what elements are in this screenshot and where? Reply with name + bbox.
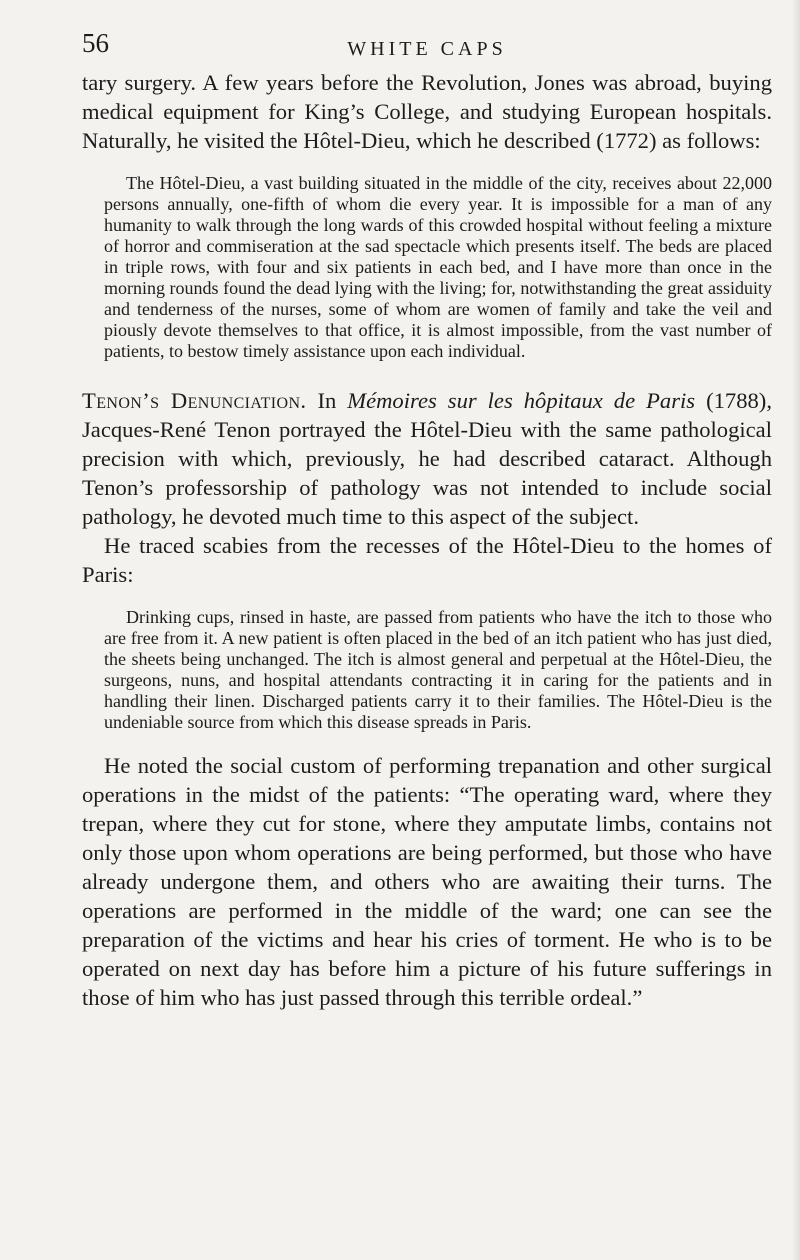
running-head — [82, 28, 772, 68]
paragraph-tenon-rest: (1788), Jacques-René Tenon portrayed the Hôtel-Dieu with the same pathological precision with which, previously, he had described cataract. Although Tenon’s professorship of pathology was not intended to include social pathology, he devoted much time to this aspect of the subject. — [82, 388, 772, 529]
spacer — [82, 733, 772, 751]
paragraph-tenon-intro: In — [306, 388, 348, 413]
spacer — [82, 155, 772, 173]
paragraph-operations: He noted the social custom of performing trepanation and other surgical operations in the midst of the patients: “The operating ward, where they trepan, where they cut for stone, where they amputate limbs, contains not only those upon whom operations are being performed, but those who have already undergone them, and others who are awaiting their turns. The operations are performed in the middle of the ward; one can see the preparation of the victims and hear his cries of torment. He who is to be operated on next day has before him a picture of his future sufferings in those of him who has just passed through this terrible ordeal.” — [82, 753, 772, 1010]
quotation-scabies: Drinking cups, rinsed in haste, are passed from patients who have the itch to those who are free from it. A new patient is often placed in the bed of an itch patient who has just died, the sheets being unchanged. The itch is almost general and perpetual at the Hôtel-Dieu, the surgeons, nuns, and hospital attendants contracting it in caring for the patients and in handling their linen. Discharged patients carry it to their families. The Hôtel-Dieu is the undeniable source from which this disease spreads in Paris. — [104, 607, 772, 732]
spacer — [82, 589, 772, 607]
book-title: Mémoires sur les hôpitaux de Paris — [347, 388, 696, 413]
paragraph-scabies: He traced scabies from the recesses of the Hôtel-Dieu to the homes of Paris: — [82, 533, 772, 587]
spacer — [82, 362, 772, 386]
page-edge-shadow — [792, 0, 800, 1260]
section-heading: Tenon’s Denunciation. — [82, 388, 307, 413]
paragraph-intro: tary surgery. A few years before the Revolution, Jones was abroad, buying medical equipment for King’s College, and studying European hospitals. Naturally, he visited the Hôtel-Dieu, which he described (1772) as follows: — [82, 70, 772, 153]
running-title: WHITE CAPS — [347, 38, 507, 60]
page-number: 56 — [82, 28, 109, 58]
quotation-hotel-dieu: The Hôtel-Dieu, a vast building situated in the middle of the city, receives about 22,000 persons annually, one-fifth of whom die every year. It is impossible for a man of any humanity to walk through the long wards of this crowded hospital without feeling a mixture of horror and commiseration at the sad spectacle which presents itself. The beds are placed in triple rows, with four and six patients in each bed, and I have more than once in the morning rounds found the dead lying with the living; for, notwithstanding the great assiduity and tenderness of the nurses, some of whom are women of family and take the veil and piously devote themselves to that office, it is almost impossible, from the vast number of patients, to bestow timely assistance upon each individual. — [104, 173, 772, 361]
paragraph-tenon — [82, 386, 772, 531]
page — [82, 28, 772, 1012]
